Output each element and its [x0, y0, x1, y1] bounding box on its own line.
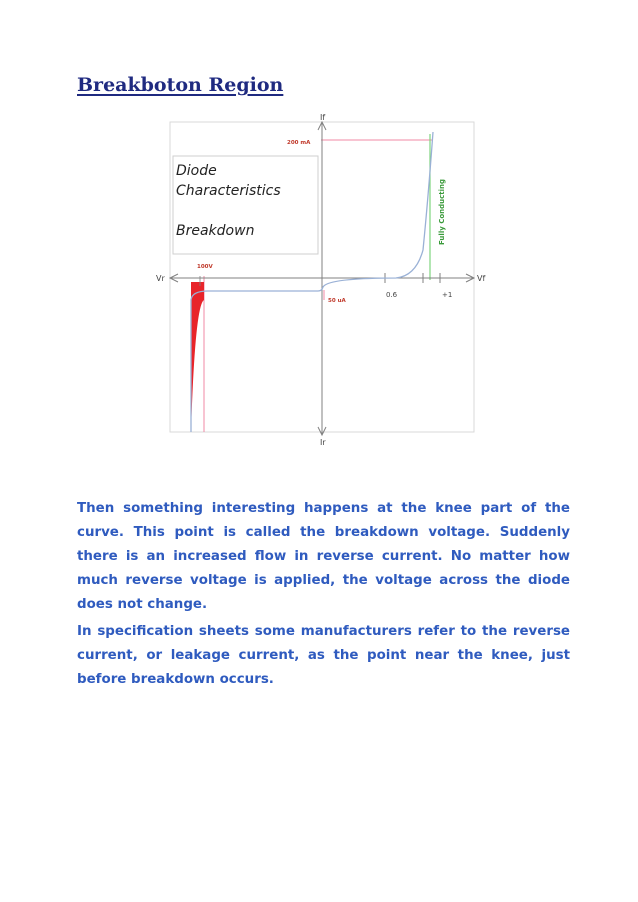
diode-characteristics-figure	[140, 110, 490, 460]
ir-axis-label: Ir	[320, 438, 326, 447]
caption-line-4: Breakdown	[176, 223, 255, 239]
vf-axis-label: Vf	[477, 274, 486, 283]
knee-voltage-label: 0.6	[386, 291, 398, 299]
diode-graph	[140, 110, 490, 460]
paragraph-2: In specification sheets some manufacturers refer to the reverse current, or leakage current, as the point near the knee, just before breakdown occurs.	[77, 624, 570, 687]
plus-one-label: +1	[442, 291, 453, 299]
if-axis-label: If	[320, 113, 326, 122]
paragraph-1: Then something interesting happens at the knee part of the curve. This point is called the breakdown voltage. Suddenly there is an increased flow in reverse current. No matter how much reverse voltage is applied, the voltage across the diode does not change.	[77, 501, 570, 612]
caption-line-1: Diode	[176, 163, 217, 179]
fully-conducting-label: Fully Conducting	[438, 178, 446, 245]
section-heading: Breakboton Region	[77, 74, 284, 96]
max-current-label: 200 mA	[287, 140, 311, 146]
breakdown-voltage-label: 100V	[197, 264, 213, 270]
vr-axis-label: Vr	[156, 274, 165, 283]
caption-line-2: Characteristics	[176, 183, 281, 199]
leakage-current-label: 50 uA	[328, 298, 346, 304]
